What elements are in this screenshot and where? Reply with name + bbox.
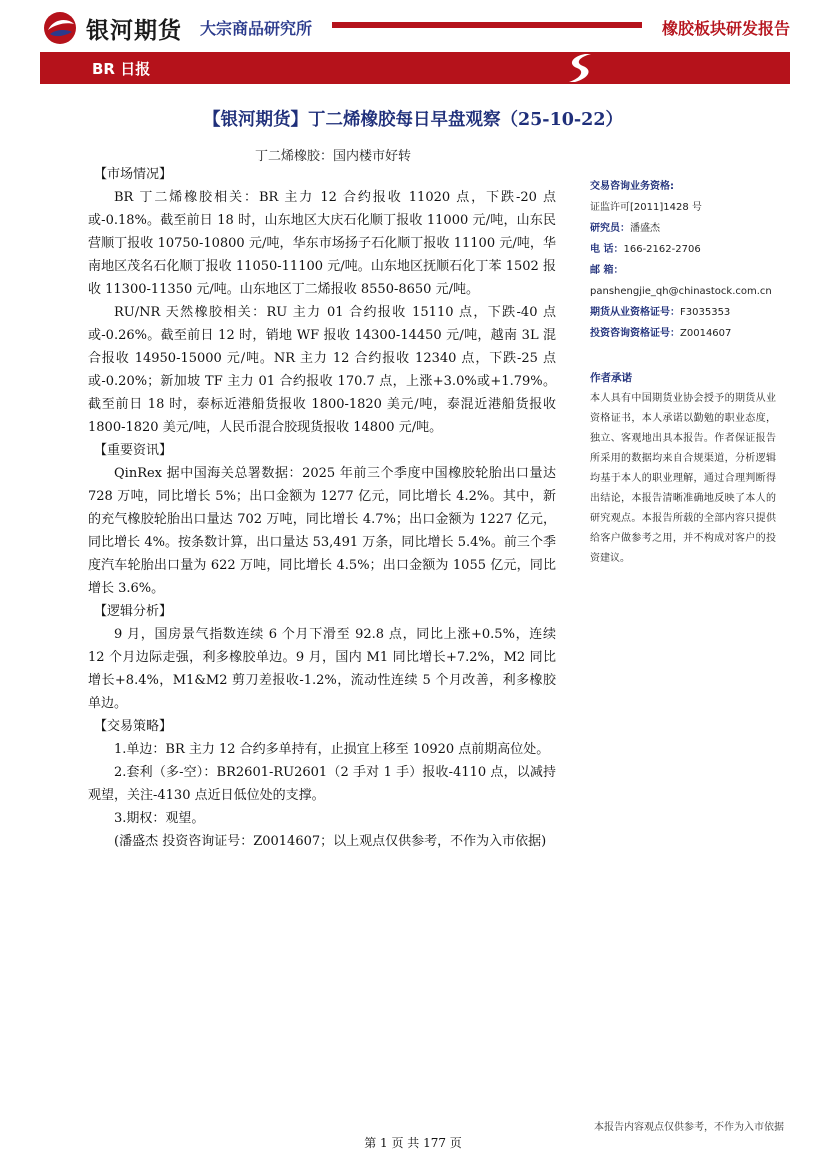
- commitment-text: 本人具有中国期货业协会授予的期货从业资格证书，本人承诺以勤勉的职业态度，独立、客观地出具本报告。作者保证报告所采用的数据均来自合规渠道，分析逻辑均基于本人的职业理解，通过合理判断得出结论，本报告清晰准确地反映了本人的研究观点。本报告所载的全部内容只提供给客户做参考之用，并不构成对客户的投资建议。: [590, 393, 776, 564]
- phone-value: 166-2162-2706: [623, 244, 701, 255]
- report-type: 橡胶板块研发报告: [661, 19, 790, 38]
- section-heading-strategy: 【交易策略】: [94, 719, 173, 734]
- sidebar-contact: [590, 176, 776, 569]
- header-divider: [332, 22, 642, 28]
- main-content: [88, 163, 556, 853]
- page-subtitle: 丁二烯橡胶：国内楼市好转: [255, 149, 412, 164]
- advisory-cert-value: Z0014607: [680, 328, 732, 339]
- analyst-label: 研究员：: [590, 223, 630, 234]
- logic-paragraph: 9 月，国房景气指数连续 6 个月下滑至 92.8 点，同比上涨+0.5%，连续 12 个月边际走强，利多橡胶单边。9 月，国内 M1 同比增长+7.2%，M2 同比增长+8.4%，M1&M2 剪刀差报收-1.2%，流动性连续 5 个月改善，利多橡胶单边。: [88, 627, 556, 711]
- analyst-name: 潘盛杰: [630, 223, 660, 234]
- qualification-value: 证监许可[2011]1428 号: [590, 202, 702, 213]
- market-paragraph-ru-nr: RU/NR 天然橡胶相关：RU 主力 01 合约报收 15110 点，下跌-40 点或-0.26%。截至前日 12 时，销地 WF 报收 14300-14450 元/吨，越南 3L 混合报收 14950-15000 元/吨。NR 主力 12 合约报收 12340 点，下跌-25 点或-0.20%；新加坡 TF 主力 01 合约报收 170.7 点，上涨+3.0%或+1.79%。截至前日 18 时，泰标近港船货报收 1800-1820 美元/吨，泰混近港船货报收 1800-1820 美元/吨，人民币混合胶现货报收 14800 元/吨。: [88, 305, 556, 435]
- author-note: (潘盛杰 投资咨询证号：Z0014607；以上观点仅供参考，不作为入市依据): [114, 834, 547, 849]
- page-number: 第 1 页 共 177 页: [364, 1136, 462, 1150]
- section-heading-market: 【市场情况】: [94, 167, 173, 182]
- futures-cert-label: 期货从业资格证号：: [590, 307, 680, 318]
- section-heading-news: 【重要资讯】: [94, 443, 173, 458]
- page-title: 【银河期货】丁二烯橡胶每日早盘观察（25-10-22）: [202, 110, 624, 130]
- futures-cert-value: F3035353: [680, 307, 731, 318]
- phone-label: 电 话：: [590, 244, 624, 255]
- qualification-heading: 交易咨询业务资格:: [590, 181, 674, 192]
- news-paragraph: QinRex 据中国海关总署数据：2025 年前三个季度中国橡胶轮胎出口量达 728 万吨，同比增长 5%；出口金额为 1277 亿元，同比增长 4.2%。其中，新的充气橡胶轮胎出口量达 702 万吨，同比增长 4.7%；出口金额为 1227 亿元，同比增长 4%。按条数计算，出口量达 53,491 万条，同比增长 5.4%。前三个季度汽车轮胎出口量为 622 万吨，同比增长 4.5%；出口金额为 1055 亿元，同比增长 3.6%。: [88, 466, 556, 596]
- section-heading-logic: 【逻辑分析】: [94, 604, 173, 619]
- brand-name: 银河期货: [86, 18, 182, 44]
- advisory-cert-label: 投资咨询资格证号：: [590, 328, 680, 339]
- commitment-heading: 作者承诺: [590, 372, 632, 384]
- email-link[interactable]: panshengjie_qh@chinastock.com.cn: [590, 286, 772, 297]
- banner-label: BR 日报: [92, 60, 151, 78]
- strategy-option: 3.期权：观望。: [114, 811, 205, 826]
- email-label: 邮 箱：: [590, 265, 624, 276]
- strategy-arbitrage: 2.套利（多-空）：BR2601-RU2601（2 手对 1 手）报收-4110 点，以减持观望，关注-4130 点近日低位处的支撑。: [88, 765, 556, 803]
- market-paragraph-br: BR 丁二烯橡胶相关：BR 主力 12 合约报收 11020 点，下跌-20 点或-0.18%。截至前日 18 时，山东地区大庆石化顺丁报收 11000 元/吨，山东民营顺丁报收 10750-10800 元/吨，华东市场扬子石化顺丁报收 11100 元/吨，华南地区茂名石化顺丁报收 11050-11100 元/吨。山东地区抚顺石化丁苯 1502 报收 11300-11350 元/吨。山东地区丁二烯报收 8550-8650 元/吨。: [88, 190, 556, 297]
- strategy-single: 1.单边：BR 主力 12 合约多单持有，止损宜上移至 10920 点前期高位处。: [114, 742, 550, 757]
- banner-swoosh-icon: [555, 52, 605, 84]
- galaxy-futures-logo-icon: [40, 10, 80, 46]
- institute-name: 大宗商品研究所: [200, 19, 313, 38]
- footer-disclaimer: 本报告内容观点仅供参考，不作为入市依据: [594, 1122, 784, 1133]
- report-banner: [40, 52, 790, 84]
